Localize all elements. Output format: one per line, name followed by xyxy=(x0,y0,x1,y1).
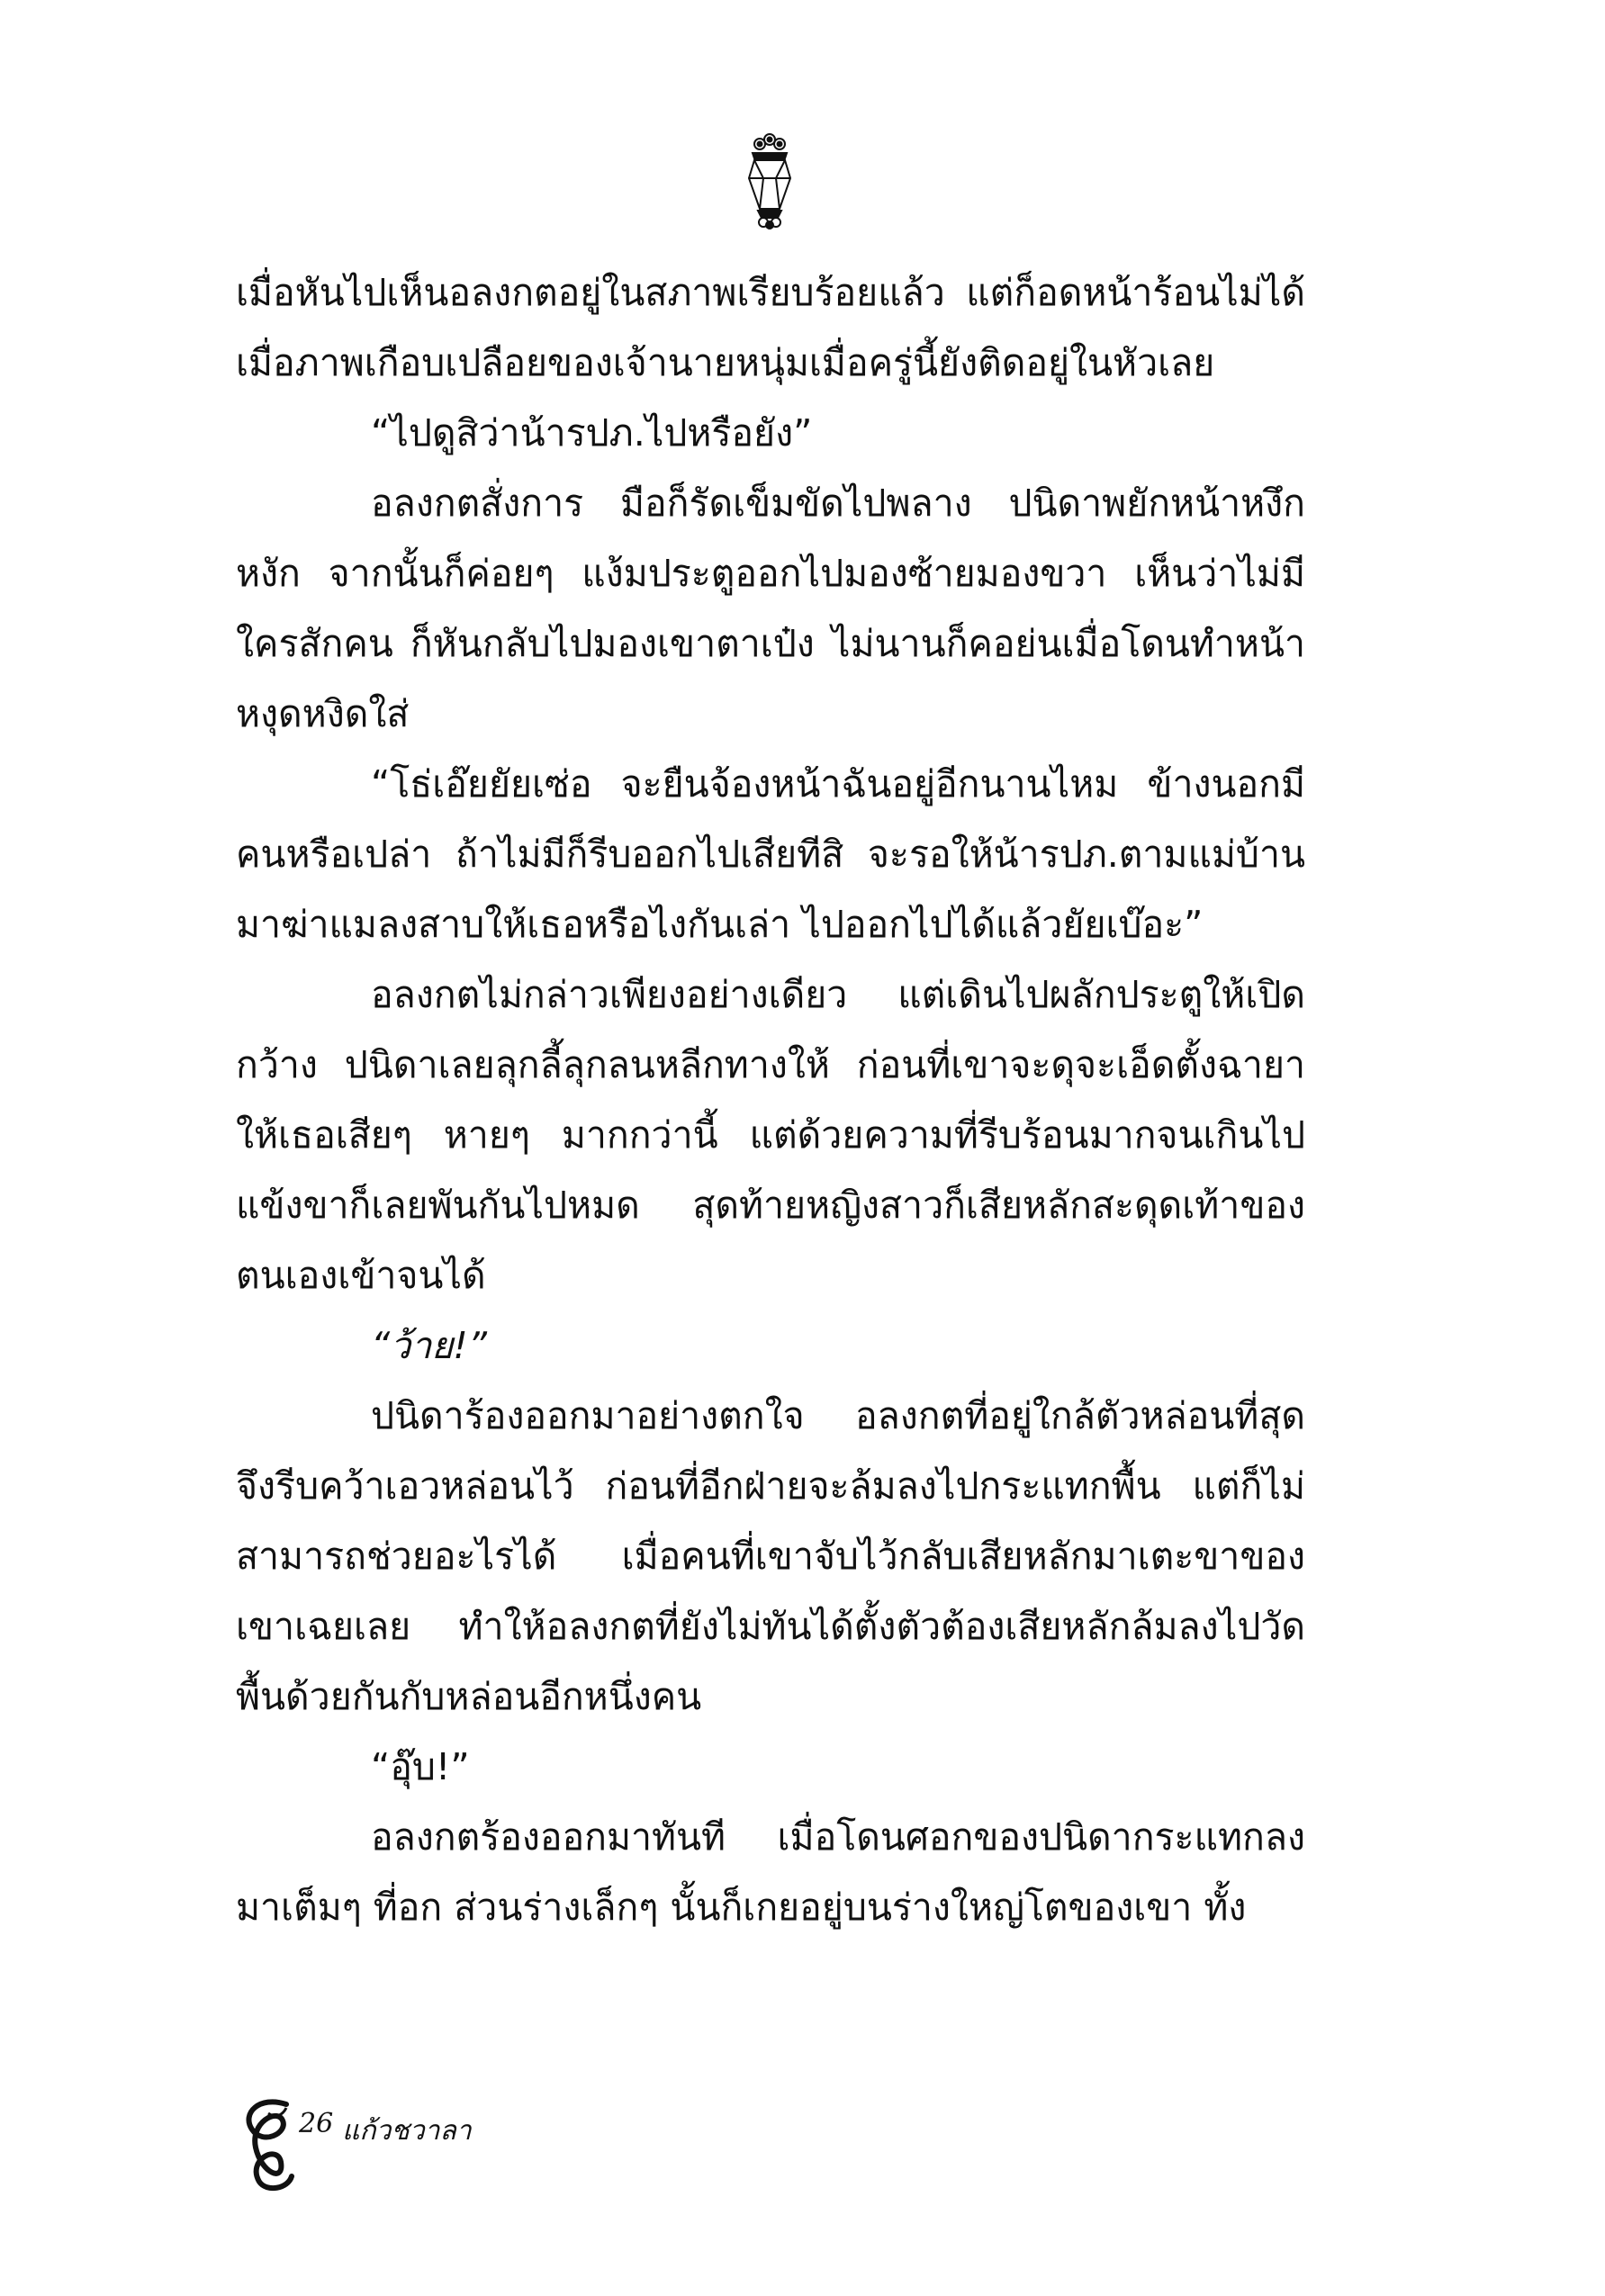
paragraph: อลงกตร้องออกมาทันที เมื่อโดนศอกของปนิดากระแทกลงมาเต็มๆ ที่อก ส่วนร่างเล็กๆ นั้นก็เกยอยู่บนร่างใหญ่โตของเขา ทั้ง xyxy=(236,1815,1305,1929)
paragraph: “อุ๊บ!” xyxy=(371,1745,470,1788)
paragraph: ปนิดาร้องออกมาอย่างตกใจ อลงกตที่อยู่ใกล้ตัวหล่อนที่สุดจึงรีบคว้าเอวหล่อนไว้ ก่อนที่อีกฝ่ายจะล้มลงไปกระแทกพื้น แต่ก็ไม่สามารถช่วยอะไรได้ เมื่อคนที่เขาจับไว้กลับเสียหลักมาเตะขาของเขาเฉยเลย ทำให้อลงกตที่ยังไม่ทันได้ตั้งตัวต้องเสียหลักล้มลงไปวัดพื้นด้วยกันกับหล่อนอีกหนึ่งคน xyxy=(236,1394,1305,1718)
paragraph: “ว้าย!” xyxy=(371,1324,487,1367)
paragraph: อลงกตไม่กล่าวเพียงอย่างเดียว แต่เดินไปผลักประตูให้เปิดกว้าง ปนิดาเลยลุกลี้ลุกลนหลีกทางให้ ก่อนที่เขาจะดุจะเอ็ดตั้งฉายาให้เธอเสียๆ หายๆ มากกว่านี้ แต่ด้วยความที่รีบร้อนมากจนเกินไป แข้งขาก็เลยพันกันไปหมด สุดท้ายหญิงสาวก็เสียหลักสะดุดเท้าของตนเองเข้าจนได้ xyxy=(236,973,1305,1297)
page-number: 26 xyxy=(299,2108,334,2139)
lantern-ornament-icon xyxy=(744,131,796,230)
paragraph: “ไปดูสิว่าน้ารปภ.ไปหรือยัง” xyxy=(371,411,813,455)
paragraph: เมื่อหันไปเห็นอลงกตอยู่ในสภาพเรียบร้อยแล้ว แต่ก็อดหน้าร้อนไม่ได้ เมื่อภาพเกือบเปลือยของเจ้านายหนุ่มเมื่อครู่นี้ยังติดอยู่ในหัวเลย xyxy=(236,271,1305,384)
page-footer xyxy=(232,2095,592,2194)
decorative-flourish-icon xyxy=(232,2095,304,2194)
book-title: แก้วชวาลา xyxy=(342,2115,472,2147)
paragraph: อลงกตสั่งการ มือก็รัดเข็มขัดไปพลาง ปนิดาพยักหน้าหงึกหงัก จากนั้นก็ค่อยๆ แง้มประตูออกไปมองซ้ายมองขวา เห็นว่าไม่มีใครสักคน ก็หันกลับไปมองเขาตาเป๋ง ไม่นานก็คอย่นเมื่อโดนทำหน้าหงุดหงิดใส่ xyxy=(236,482,1305,735)
paragraph: “โธ่เอ๊ยยัยเซ่อ จะยืนจ้องหน้าฉันอยู่อีกนานไหม ข้างนอกมีคนหรือเปล่า ถ้าไม่มีก็รีบออกไปเสียทีสิ จะรอให้น้ารปภ.ตามแม่บ้านมาฆ่าแมลงสาบให้เธอหรือไงกันเล่า ไปออกไปได้แล้วยัยเบ๊อะ” xyxy=(236,762,1305,946)
body-text xyxy=(236,257,1305,1942)
